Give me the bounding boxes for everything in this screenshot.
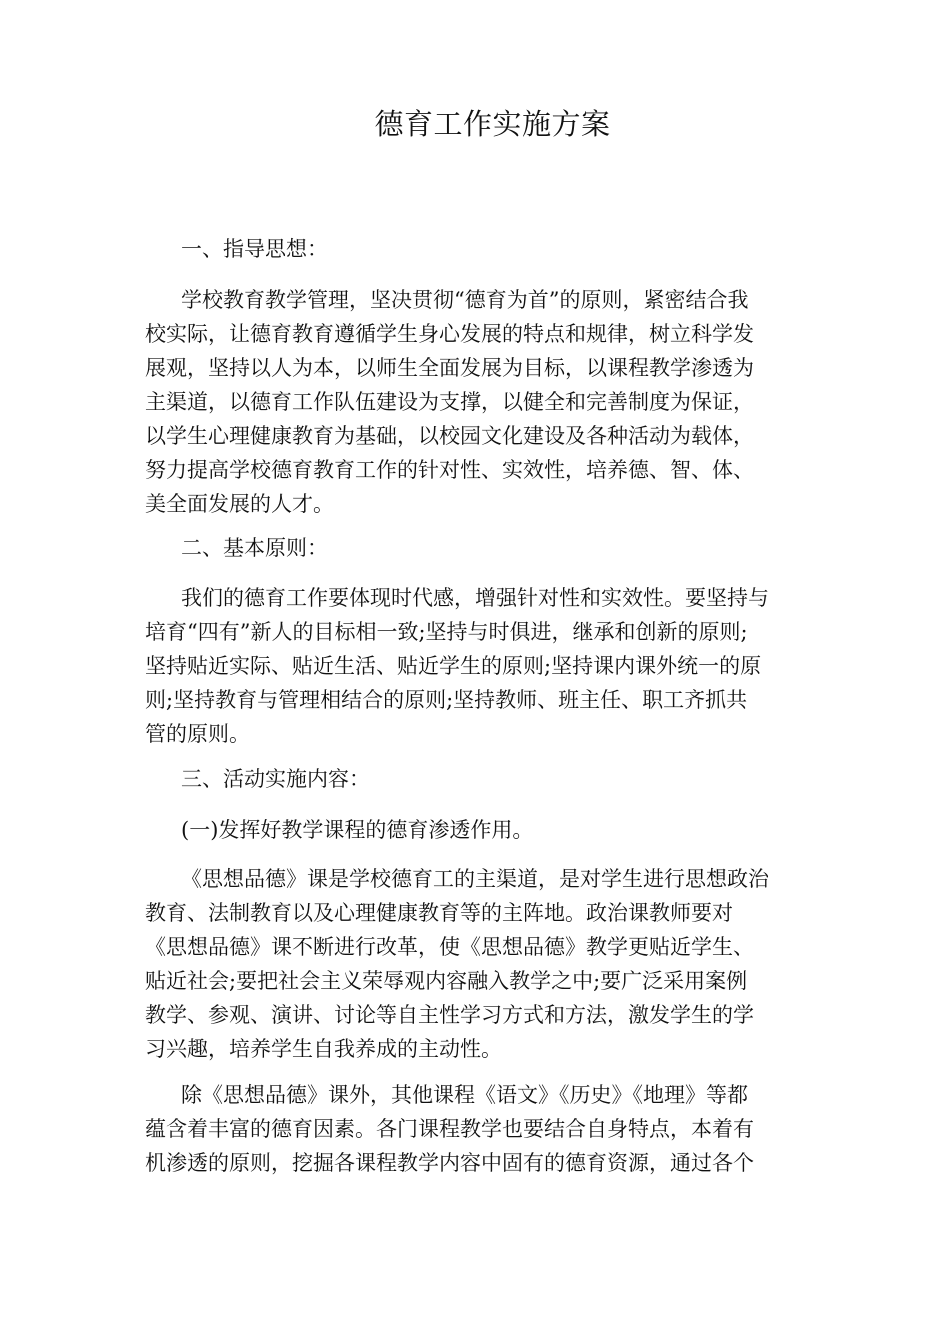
paragraph-line: 教学、参观、演讲、讨论等自主性学习方式和方法，激发学生的学 bbox=[145, 1003, 754, 1027]
paragraph-basic-principles bbox=[145, 581, 810, 751]
paragraph-moral-course bbox=[145, 862, 810, 1066]
paragraph-line: 以学生心理健康教育为基础，以校园文化建设及各种活动为载体， bbox=[145, 424, 754, 448]
paragraph-line: 主渠道，以德育工作队伍建设为支撑，以健全和完善制度为保证， bbox=[145, 390, 754, 414]
paragraph-line: 蕴含着丰富的德育因素。各门课程教学也要结合自身特点，本着有 bbox=[145, 1117, 754, 1141]
paragraph-line: 《思想品德》课不断进行改革，使《思想品德》教学更贴近学生、 bbox=[145, 935, 754, 959]
paragraph-line: 校实际，让德育教育遵循学生身心发展的特点和规律，树立科学发 bbox=[145, 322, 754, 346]
paragraph-line: 培育“四有”新人的目标相一致;坚持与时俱进，继承和创新的原则; bbox=[145, 620, 748, 644]
paragraph-line: 则;坚持教育与管理相结合的原则;坚持教师、班主任、职工齐抓共 bbox=[145, 688, 748, 712]
paragraph-guiding-ideology bbox=[145, 283, 810, 521]
subsection-heading-curriculum: (一)发挥好教学课程的德育渗透作用。 bbox=[181, 818, 534, 842]
paragraph-line: 坚持贴近实际、贴近生活、贴近学生的原则;坚持课内课外统一的原 bbox=[145, 654, 762, 678]
section-heading-guiding-ideology: 一、指导思想： bbox=[181, 237, 328, 261]
paragraph-other-courses bbox=[145, 1078, 810, 1180]
paragraph-line: 《思想品德》课是学校德育工的主渠道，是对学生进行思想政治 bbox=[181, 867, 769, 891]
section-heading-activity-content: 三、活动实施内容： bbox=[181, 767, 370, 791]
section-heading-basic-principles: 二、基本原则： bbox=[181, 536, 328, 560]
paragraph-line: 贴近社会;要把社会主义荣辱观内容融入教学之中;要广泛采用案例 bbox=[145, 969, 748, 993]
paragraph-line: 管的原则。 bbox=[145, 722, 250, 746]
paragraph-line: 努力提高学校德育教育工作的针对性、实效性，培养德、智、体、 bbox=[145, 458, 754, 482]
paragraph-line: 我们的德育工作要体现时代感，增强针对性和实效性。要坚持与 bbox=[181, 586, 769, 610]
paragraph-line: 机渗透的原则，挖掘各课程教学内容中固有的德育资源，通过各个 bbox=[145, 1151, 754, 1175]
document-title: 德育工作实施方案 bbox=[374, 107, 611, 141]
paragraph-line: 展观，坚持以人为本，以师生全面发展为目标，以课程教学渗透为 bbox=[145, 356, 754, 380]
paragraph-line: 学校教育教学管理，坚决贯彻“德育为首”的原则，紧密结合我 bbox=[181, 288, 749, 312]
paragraph-line: 习兴趣，培养学生自我养成的主动性。 bbox=[145, 1037, 502, 1061]
paragraph-line: 教育、法制教育以及心理健康教育等的主阵地。政治课教师要对 bbox=[145, 901, 733, 925]
paragraph-line: 除《思想品德》课外，其他课程《语文》《历史》《地理》等都 bbox=[181, 1083, 748, 1107]
paragraph-line: 美全面发展的人才。 bbox=[145, 492, 334, 516]
